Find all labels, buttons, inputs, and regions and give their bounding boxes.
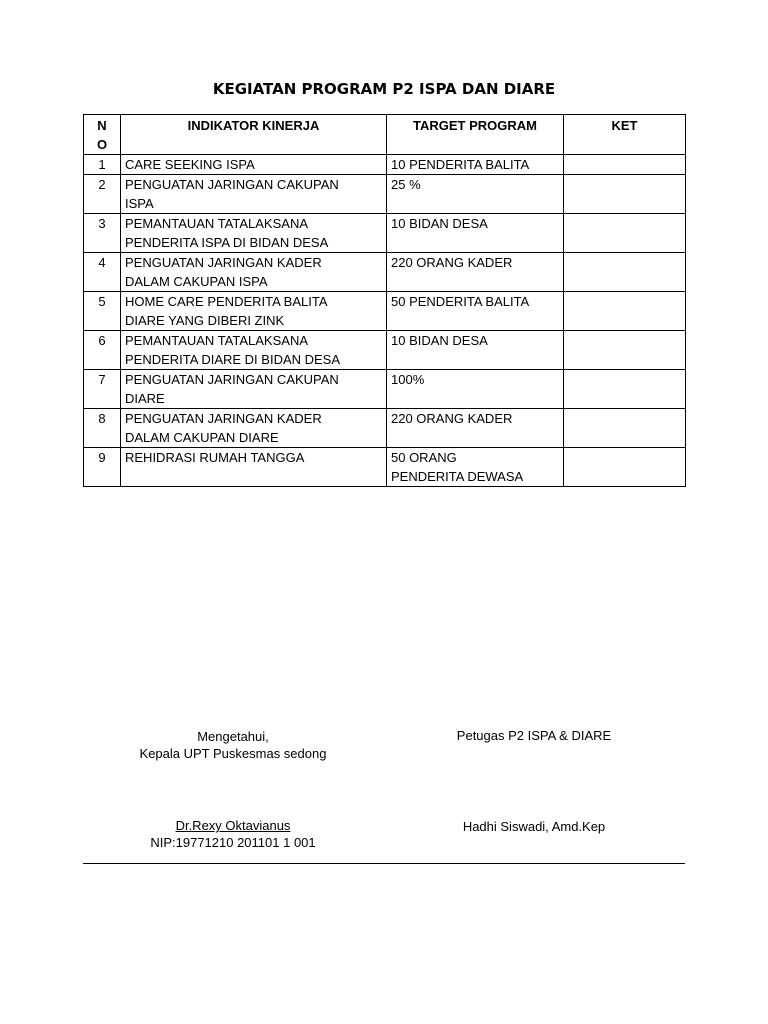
row-number: 5 xyxy=(84,292,121,331)
row-number: 3 xyxy=(84,214,121,253)
row-target-line: 50 PENDERITA BALITA xyxy=(391,294,530,309)
row-indikator-line: DIARE xyxy=(125,391,165,406)
row-indikator xyxy=(121,448,387,487)
row-indikator-line: PENGUATAN JARINGAN CAKUPAN xyxy=(125,372,339,387)
header-no xyxy=(84,115,121,155)
row-indikator xyxy=(121,409,387,448)
row-ket xyxy=(564,292,686,331)
row-indikator xyxy=(121,214,387,253)
row-indikator xyxy=(121,292,387,331)
row-ket xyxy=(564,175,686,214)
row-target xyxy=(387,448,564,487)
table-row xyxy=(84,448,686,487)
header-no-line2: O xyxy=(96,137,108,152)
row-number: 9 xyxy=(84,448,121,487)
row-number: 8 xyxy=(84,409,121,448)
row-indikator-line: DIARE YANG DIBERI ZINK xyxy=(125,313,285,328)
table-header-row xyxy=(84,115,686,155)
row-indikator-line: PENDERITA ISPA DI BIDAN DESA xyxy=(125,235,329,250)
table-row xyxy=(84,331,686,370)
row-indikator xyxy=(121,253,387,292)
row-target xyxy=(387,370,564,409)
footer-rule xyxy=(83,863,685,864)
signature-left-nip: NIP:19771210 201101 1 001 xyxy=(150,835,316,850)
table-row xyxy=(84,292,686,331)
table-row xyxy=(84,253,686,292)
row-target-line: 10 BIDAN DESA xyxy=(391,216,488,231)
table-row xyxy=(84,155,686,175)
row-indikator-line: PENGUATAN JARINGAN KADER xyxy=(125,411,322,426)
row-target-line: PENDERITA DEWASA xyxy=(391,469,524,484)
row-ket xyxy=(564,155,686,175)
row-target xyxy=(387,292,564,331)
row-indikator xyxy=(121,370,387,409)
row-indikator xyxy=(121,331,387,370)
row-indikator-line: PENGUATAN JARINGAN CAKUPAN xyxy=(125,177,339,192)
document-title: KEGIATAN PROGRAM P2 ISPA DAN DIARE xyxy=(212,80,556,98)
program-table xyxy=(83,114,686,487)
row-indikator-line: HOME CARE PENDERITA BALITA xyxy=(125,294,328,309)
row-number: 6 xyxy=(84,331,121,370)
signature-left-name-block xyxy=(113,817,353,851)
row-target-line: 10 BIDAN DESA xyxy=(391,333,488,348)
row-indikator-line: DALAM CAKUPAN DIARE xyxy=(125,430,279,445)
row-number: 2 xyxy=(84,175,121,214)
row-ket xyxy=(564,331,686,370)
row-number: 4 xyxy=(84,253,121,292)
signature-right-name: Hadhi Siswadi, Amd.Kep xyxy=(462,819,606,834)
row-target-line: 100% xyxy=(391,372,425,387)
row-ket xyxy=(564,409,686,448)
signature-left-name: Dr.Rexy Oktavianus xyxy=(175,818,291,833)
row-target-line: 25 % xyxy=(391,177,421,192)
row-target xyxy=(387,155,564,175)
row-indikator-line: PEMANTAUAN TATALAKSANA xyxy=(125,216,309,231)
signature-left-line1: Mengetahui, xyxy=(197,729,269,744)
row-ket xyxy=(564,253,686,292)
header-no-line1: N xyxy=(97,118,107,133)
header-target: TARGET PROGRAM xyxy=(387,115,564,155)
table-row xyxy=(84,370,686,409)
row-indikator-line: DALAM CAKUPAN ISPA xyxy=(125,274,268,289)
row-number: 1 xyxy=(84,155,121,175)
row-target-line: 50 ORANG xyxy=(391,450,457,465)
signature-right-heading: Petugas P2 ISPA & DIARE xyxy=(456,728,612,743)
row-indikator-line: REHIDRASI RUMAH TANGGA xyxy=(125,450,305,465)
header-ket: KET xyxy=(564,115,686,155)
signature-left-line2: Kepala UPT Puskesmas sedong xyxy=(139,746,327,761)
row-indikator xyxy=(121,175,387,214)
row-indikator-line: PEMANTAUAN TATALAKSANA xyxy=(125,333,309,348)
table-row xyxy=(84,175,686,214)
row-indikator xyxy=(121,155,387,175)
row-target xyxy=(387,214,564,253)
row-indikator-line: ISPA xyxy=(125,196,154,211)
row-target xyxy=(387,331,564,370)
row-indikator-line: CARE SEEKING ISPA xyxy=(125,157,255,172)
row-target xyxy=(387,409,564,448)
row-number: 7 xyxy=(84,370,121,409)
row-target xyxy=(387,175,564,214)
row-target-line: 10 PENDERITA BALITA xyxy=(391,157,530,172)
row-indikator-line: PENDERITA DIARE DI BIDAN DESA xyxy=(125,352,341,367)
table-body xyxy=(84,155,686,487)
header-indikator: INDIKATOR KINERJA xyxy=(121,115,387,155)
row-ket xyxy=(564,448,686,487)
table-row xyxy=(84,409,686,448)
row-target-line: 220 ORANG KADER xyxy=(391,411,513,426)
row-ket xyxy=(564,370,686,409)
row-indikator-line: PENGUATAN JARINGAN KADER xyxy=(125,255,322,270)
table-row xyxy=(84,214,686,253)
signature-left-heading xyxy=(113,728,353,762)
row-ket xyxy=(564,214,686,253)
row-target-line: 220 ORANG KADER xyxy=(391,255,513,270)
row-target xyxy=(387,253,564,292)
